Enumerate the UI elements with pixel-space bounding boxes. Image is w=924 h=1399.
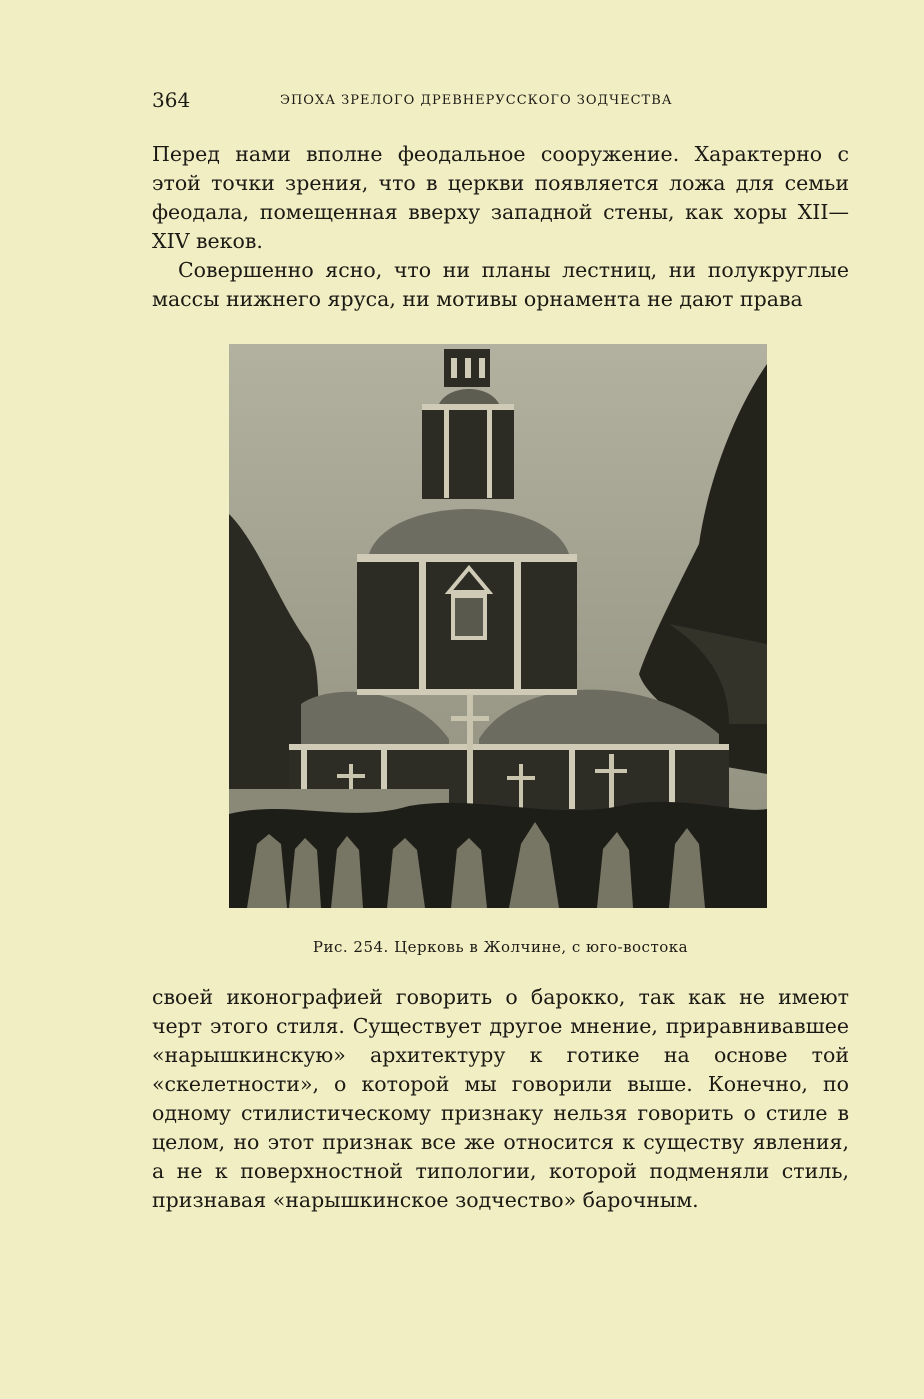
paragraph: своей иконографией говорить о барокко, так как не имеют черт этого стиля. Существует другое мнение, приравнивавшее «нарышкинскую» архитектуру к готике на основе той «скелетности», о которой мы говорили выше. Конечно, по одному стилистическому признаку нельзя говорить о стиле в целом, но этот признак все же относится к существу явления, а не к поверхностной типологии, которой подменяли стиль, признавая «нарышкинское зодчество» барочным. <box>152 985 849 1212</box>
page-number: 364 <box>152 88 191 112</box>
page-header <box>152 88 852 114</box>
body-text-top <box>152 140 849 314</box>
paragraph: Совершенно ясно, что ни планы лестниц, ни полукруглые массы нижнего яруса, ни мотивы орнамента не дают права <box>152 258 849 311</box>
body-text-bottom <box>152 983 849 1215</box>
figure-caption: Рис. 254. Церковь в Жолчине, с юго-востока <box>312 938 689 956</box>
running-title: ЭПОХА ЗРЕЛОГО ДРЕВНЕРУССКОГО ЗОДЧЕСТВА <box>280 93 673 108</box>
paragraph: Перед нами вполне феодальное сооружение. Характерно с этой точки зрения, что в церкви появляется ложа для семьи феодала, помещенная вверху западной стены, как хоры XII—XIV веков. <box>152 142 849 253</box>
church-photograph <box>229 344 767 908</box>
